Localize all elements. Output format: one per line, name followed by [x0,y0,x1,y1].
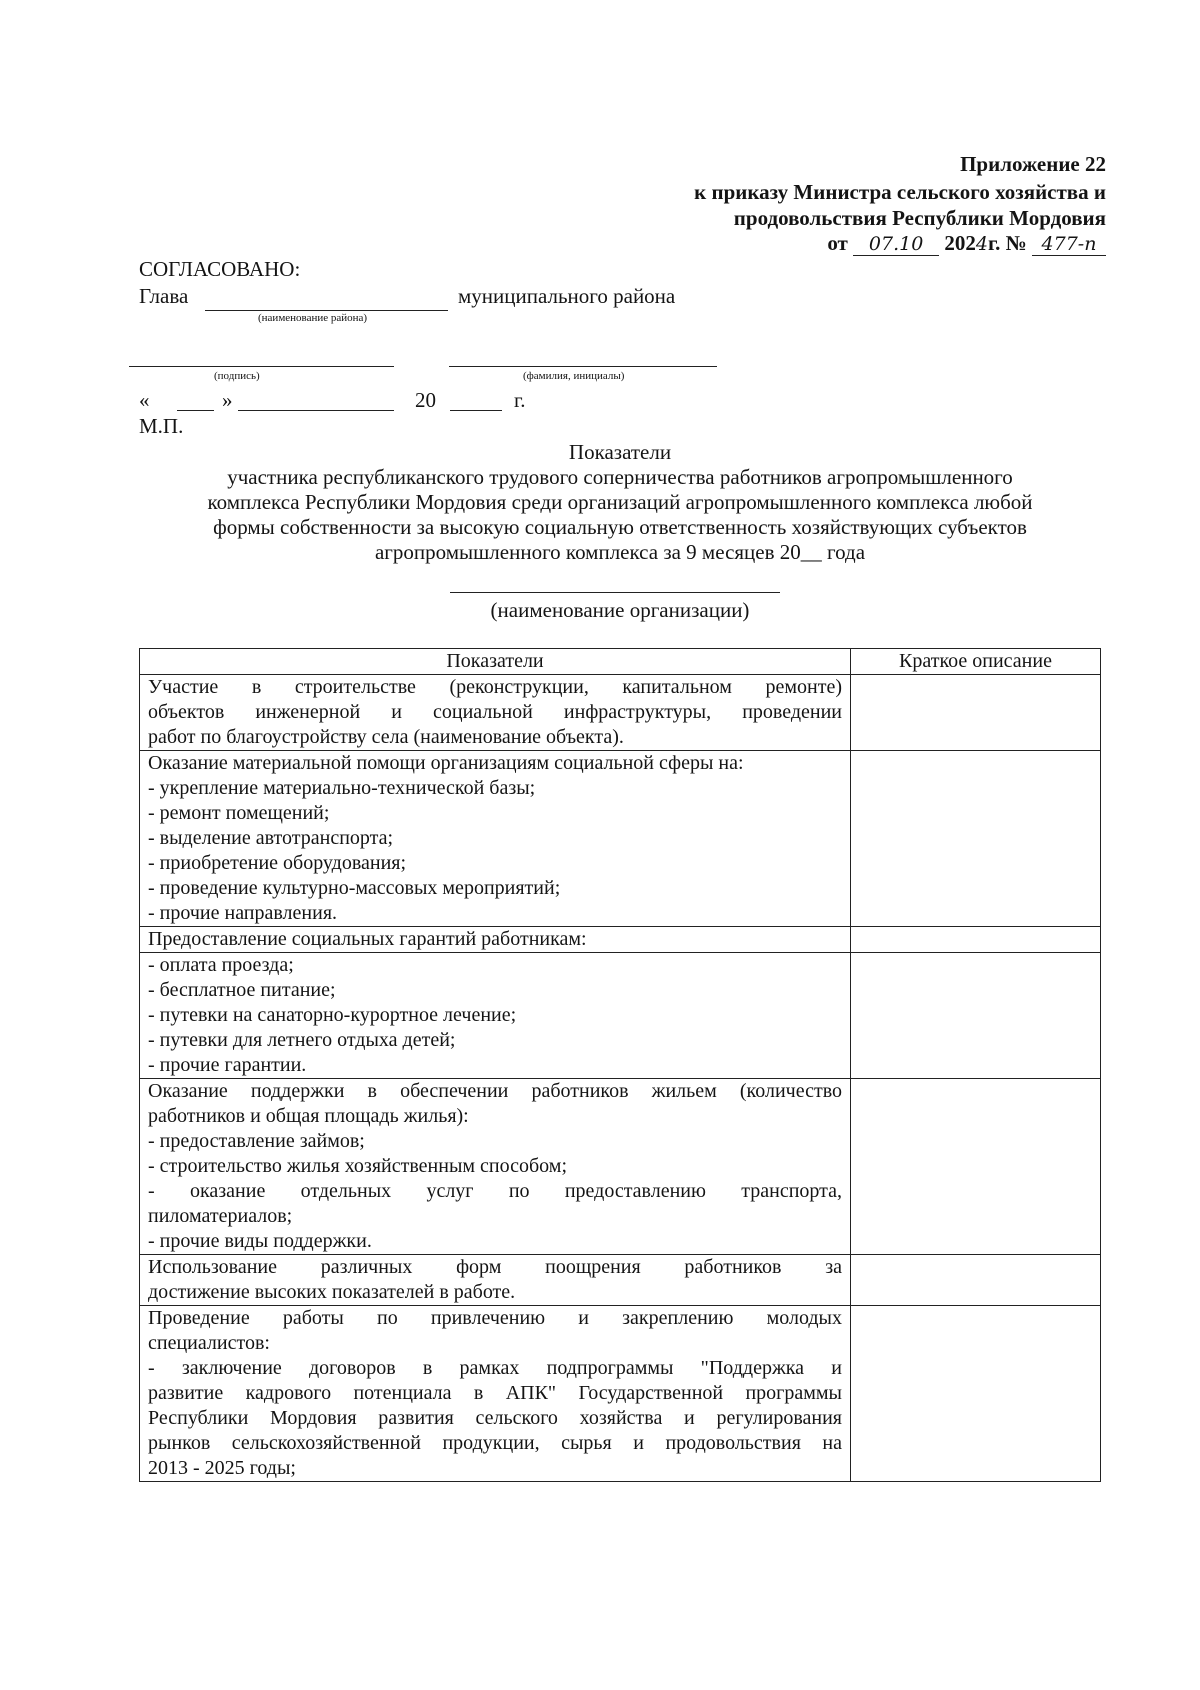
approval-heading: СОГЛАСОВАНО: [139,257,301,281]
table-row [140,751,1101,927]
description-cell[interactable] [851,675,1101,751]
indicator-line: специалистов: [148,1332,270,1354]
indicator-line: объектов инженерной и социальной инфраструктуры, проведении [148,701,842,723]
order-reference: к приказу Министра сельского хозяйства и [694,180,1106,204]
indicator-line: достижение высоких показателей в работе. [148,1281,516,1303]
month-line [238,410,394,411]
table-row [140,1079,1101,1255]
title-line-4: агропромышленного комплекса за 9 месяцев 20__ года [374,540,866,564]
district-line [205,310,448,311]
indicator-line: - укрепление материально-технической базы; [148,777,536,799]
column-indicators: Показатели [140,649,851,675]
title-line-1: участника республиканского трудового соперничества работников агропромышленного [227,465,1013,489]
indicator-cell [140,1079,851,1255]
indicator-line: Предоставление социальных гарантий работникам: [148,928,587,950]
indicator-line: Проведение работы по привлечению и закреплению молодых [148,1307,842,1329]
head-label: Глава [139,284,189,308]
indicator-cell [140,953,851,1079]
indicator-line: - заключение договоров в рамках подпрограммы "Поддержка и [148,1357,842,1379]
year-suffix: г. № [987,231,1027,255]
year-unit: г. [514,388,526,412]
description-cell[interactable] [851,751,1101,927]
indicator-line: - бесплатное питание; [148,979,336,1001]
indicator-cell [140,675,851,751]
quote-open: « [139,388,150,412]
handwritten-date: 07.10 [853,233,939,256]
ministry-name: продовольствия Республики Мордовия [733,206,1106,230]
table-header-row [140,649,1101,675]
description-cell[interactable] [851,1079,1101,1255]
indicator-cell [140,1255,851,1306]
indicator-line: - выделение автотранспорта; [148,827,394,849]
indicators-table [139,648,1101,1482]
indicator-line: рынков сельскохозяйственной продукции, сырья и продовольствия на [148,1432,842,1454]
indicator-cell [140,751,851,927]
indicator-line: Республики Мордовия развития сельского хозяйства и регулирования [148,1407,842,1429]
description-cell[interactable] [851,1255,1101,1306]
indicator-line: - оплата проезда; [148,954,294,976]
title-line-3: формы собственности за высокую социальную ответственность хозяйствующих субъектов [213,515,1027,539]
organization-line [450,592,780,593]
table-row [140,1255,1101,1306]
title-line-2: комплекса Республики Мордовия среди организаций агропромышленного комплекса любой [207,490,1033,514]
indicator-line: работников и общая площадь жилья): [148,1105,469,1127]
table-row [140,927,1101,953]
name-line [449,366,717,367]
handwritten-year: 4 [975,233,988,255]
indicator-line: - оказание отдельных услуг по предоставлению транспорта, [148,1180,842,1202]
year-line [450,410,502,411]
name-caption: (фамилия, инициалы) [523,370,625,382]
table-row [140,675,1101,751]
indicator-line: - предоставление займов; [148,1130,365,1152]
appendix-number: Приложение 22 [960,152,1106,176]
indicator-line: пиломатериалов; [148,1205,293,1227]
description-cell[interactable] [851,953,1101,1079]
column-description: Краткое описание [851,649,1101,675]
table-row [140,1306,1101,1482]
indicator-line: - строительство жилья хозяйственным способом; [148,1155,568,1177]
indicator-line: Использование различных форм поощрения работников за [148,1256,842,1278]
indicator-line: - путевки для летнего отдыха детей; [148,1029,456,1051]
date-prefix: от [827,231,848,255]
handwritten-number: 477-п [1032,233,1106,256]
indicator-line: - ремонт помещений; [148,802,330,824]
table-row [140,953,1101,1079]
indicator-line: работ по благоустройству села (наименование объекта). [148,726,624,748]
indicator-line: - прочие гарантии. [148,1054,307,1076]
year-prefix: 202 [944,231,976,255]
indicator-cell [140,1306,851,1482]
order-date-line [827,231,1106,256]
indicator-line: Участие в строительстве (реконструкции, капитальном ремонте) [148,676,842,698]
district-suffix: муниципального района [458,284,676,308]
document-title [140,440,1100,565]
signature-line [129,366,394,367]
signature-caption: (подпись) [214,370,260,382]
indicator-line: - путевки на санаторно-курортное лечение; [148,1004,517,1026]
organization-caption: (наименование организации) [490,598,750,622]
year-label: 20 [415,388,436,412]
table-body [140,675,1101,1482]
indicator-line: развитие кадрового потенциала в АПК" Государственной программы [148,1382,842,1404]
indicator-line: - проведение культурно-массовых мероприятий; [148,877,561,899]
title-heading: Показатели [568,440,672,464]
indicator-line: - прочие направления. [148,902,338,924]
seal-label: М.П. [139,414,184,438]
description-cell[interactable] [851,927,1101,953]
district-caption: (наименование района) [258,312,368,324]
day-line [177,410,214,411]
indicator-line: Оказание поддержки в обеспечении работников жильем (количество [148,1080,842,1102]
indicator-line: Оказание материальной помощи организациям социальной сферы на: [148,752,744,774]
indicator-line: - прочие виды поддержки. [148,1230,372,1252]
indicator-line: 2013 - 2025 годы; [148,1457,296,1479]
indicator-line: - приобретение оборудования; [148,852,407,874]
description-cell[interactable] [851,1306,1101,1482]
indicator-cell [140,927,851,953]
quote-close: » [222,388,233,412]
